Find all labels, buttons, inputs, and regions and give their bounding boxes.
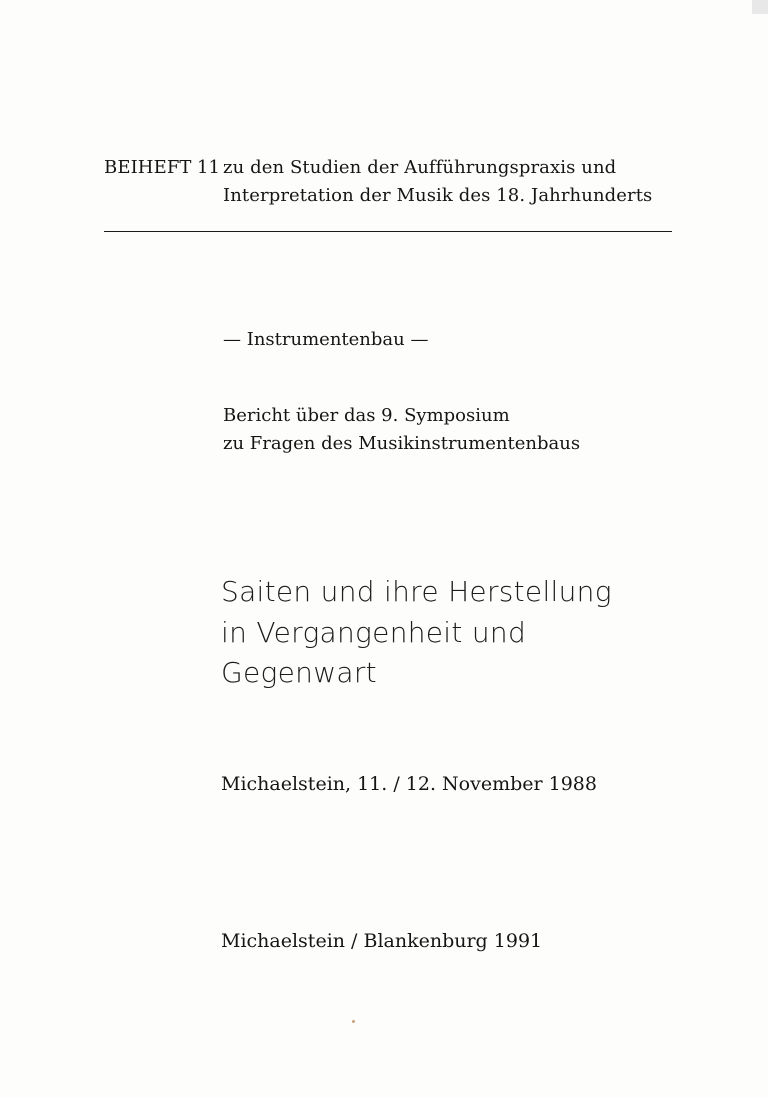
scan-corner-mark xyxy=(752,0,768,14)
series-text-line-2: Interpretation der Musik des 18. Jahrhunderts xyxy=(223,185,653,206)
title-line-2: in Vergangenheit und xyxy=(221,616,527,649)
paper-speck xyxy=(352,1020,355,1023)
title-line-1: Saiten und ihre Herstellung xyxy=(221,575,612,608)
series-text-line-1: zu den Studien der Aufführungspraxis und xyxy=(223,157,617,178)
publication-info: Michaelstein / Blankenburg 1991 xyxy=(221,930,543,952)
event-place-date: Michaelstein, 11. / 12. November 1988 xyxy=(221,773,597,795)
series-number: 11 xyxy=(197,157,221,178)
series-label: BEIHEFT xyxy=(104,157,192,178)
title-line-3: Gegenwart xyxy=(221,656,377,689)
section-title: — Instrumentenbau — xyxy=(223,329,429,350)
header-divider xyxy=(104,231,672,232)
report-line-1: Bericht über das 9. Symposium xyxy=(223,405,510,426)
report-line-2: zu Fragen des Musikinstrumentenbaus xyxy=(223,433,581,454)
